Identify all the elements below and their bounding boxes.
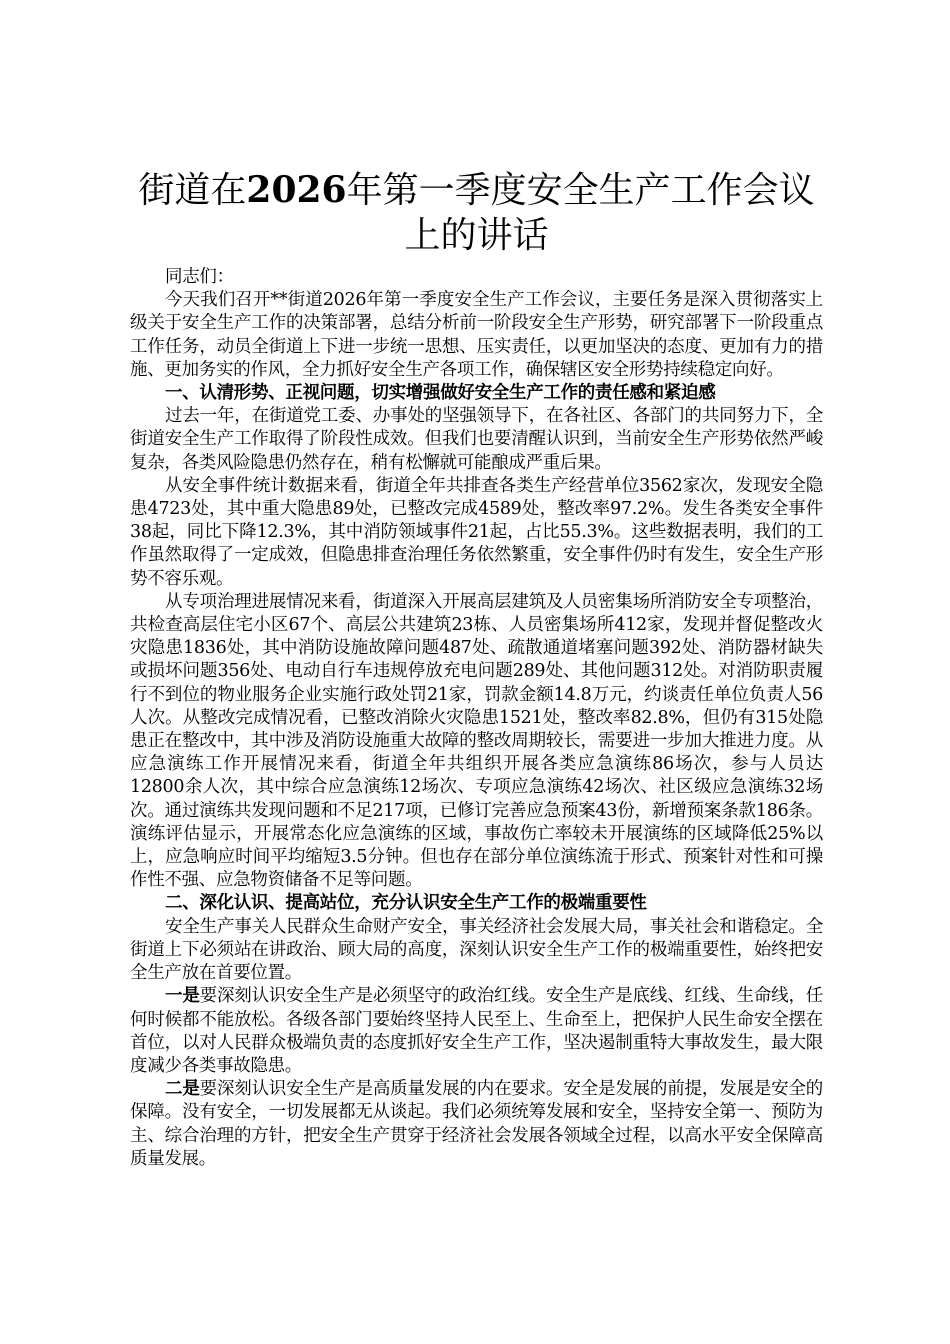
point-one-lead: 一是 bbox=[165, 986, 200, 1007]
title-year: 2026 bbox=[246, 169, 347, 211]
title-part2: 年第一季度安全生产工作会议上的讲话 bbox=[346, 170, 815, 256]
document-title bbox=[130, 168, 823, 258]
point-two-lead: 二是 bbox=[165, 1079, 200, 1100]
section1-paragraph-1: 过去一年，在街道党工委、办事处的坚强领导下，在各社区、各部门的共同努力下，全街道安全生产工作取得了阶段性成效。但我们也要清醒认识到，当前安全生产形势依然严峻复杂，各类风险隐患仍然存在，稍有松懈就可能酿成严重后果。 bbox=[130, 406, 823, 473]
section2-heading: 二、深化认识、提高站位，充分认识安全生产工作的极端重要性 bbox=[165, 893, 647, 914]
point-two-text: 要深刻认识安全生产是高质量发展的内在要求。安全是发展的前提，发展是安全的保障。没有安全，一切发展都无从谈起。我们必须统筹发展和安全，坚持安全第一、预防为主、综合治理的方针，把安全生产贯穿于经济社会发展各领域全过程，以高水平安全保障高质量发展。 bbox=[130, 1079, 823, 1169]
section2-paragraph-2 bbox=[130, 985, 823, 1078]
section2-paragraph-3 bbox=[130, 1078, 823, 1171]
title-part1: 街道在 bbox=[138, 170, 247, 211]
salutation: 同志们： bbox=[165, 267, 234, 287]
section1-paragraph-2: 从安全事件统计数据来看，街道全年共排查各类生产经营单位3562家次，发现安全隐患4723处，其中重大隐患89处，已整改完成4589处，整改率97.2%。发生各类安全事件38起，同比下降12.3%，其中消防领域事件21起，占比55.3%。这些数据表明，我们的工作虽然取得了一定成效，但隐患排查治理任务依然繁重，安全事件仍时有发生，安全生产形势不容乐观。 bbox=[130, 475, 823, 589]
point-one-text: 要深刻认识安全生产是必须坚守的政治红线。安全生产是底线、红线、生命线，任何时候都不能放松。各级各部门要始终坚持人民至上、生命至上，把保护人民生命安全摆在首位，以对人民群众极端负责的态度抓好安全生产工作，坚决遏制重特大事故发生，最大限度减少各类事故隐患。 bbox=[130, 986, 823, 1076]
section1-heading: 一、认清形势、正视问题，切实增强做好安全生产工作的责任感和紧迫感 bbox=[165, 383, 716, 404]
document-page bbox=[130, 168, 823, 1171]
intro-paragraph: 今天我们召开**街道2026年第一季度安全生产工作会议，主要任务是深入贯彻落实上级关于安全生产工作的决策部署，总结分析前一阶段安全生产形势，研究部署下一阶段重点工作任务，动员全街道上下进一步统一思想、压实责任，以更加坚决的态度、更加有力的措施、更加务实的作风，全力抓好安全生产各项工作，确保辖区安全形势持续稳定向好。 bbox=[130, 290, 823, 380]
section1-paragraph-3: 从专项治理进展情况来看，街道深入开展高层建筑及人员密集场所消防安全专项整治，共检查高层住宅小区67个、高层公共建筑23栋、人员密集场所412家，发现并督促整改火灾隐患1836处，其中消防设施故障问题487处、疏散通道堵塞问题392处、消防器材缺失或损坏问题356处、电动自行车违规停放充电问题289处、其他问题312处。对消防职责履行不到位的物业服务企业实施行政处罚21家，罚款金额14.8万元，约谈责任单位负责人56人次。从整改完成情况看，已整改消除火灾隐患1521处，整改率82.8%，但仍有315处隐患正在整改中，其中涉及消防设施重大故障的整改周期较长，需要进一步加大推进力度。从应急演练工作开展情况来看，街道全年共组织开展各类应急演练86场次，参与人员达12800余人次，其中综合应急演练12场次、专项应急演练42场次、社区级应急演练32场次。通过演练共发现问题和不足217项，已修订完善应急预案43份，新增预案条款186条。演练评估显示，开展常态化应急演练的区域，事故伤亡率较未开展演练的区域降低25%以上，应急响应时间平均缩短3.5分钟。但也存在部分单位演练流于形式、预案针对性和可操作性不强、应急物资储备不足等问题。 bbox=[130, 591, 823, 891]
section2-paragraph-1: 安全生产事关人民群众生命财产安全，事关经济社会发展大局，事关社会和谐稳定。全街道上下必须站在讲政治、顾大局的高度，深刻认识安全生产工作的极端重要性，始终把安全生产放在首要位置。 bbox=[130, 916, 823, 984]
